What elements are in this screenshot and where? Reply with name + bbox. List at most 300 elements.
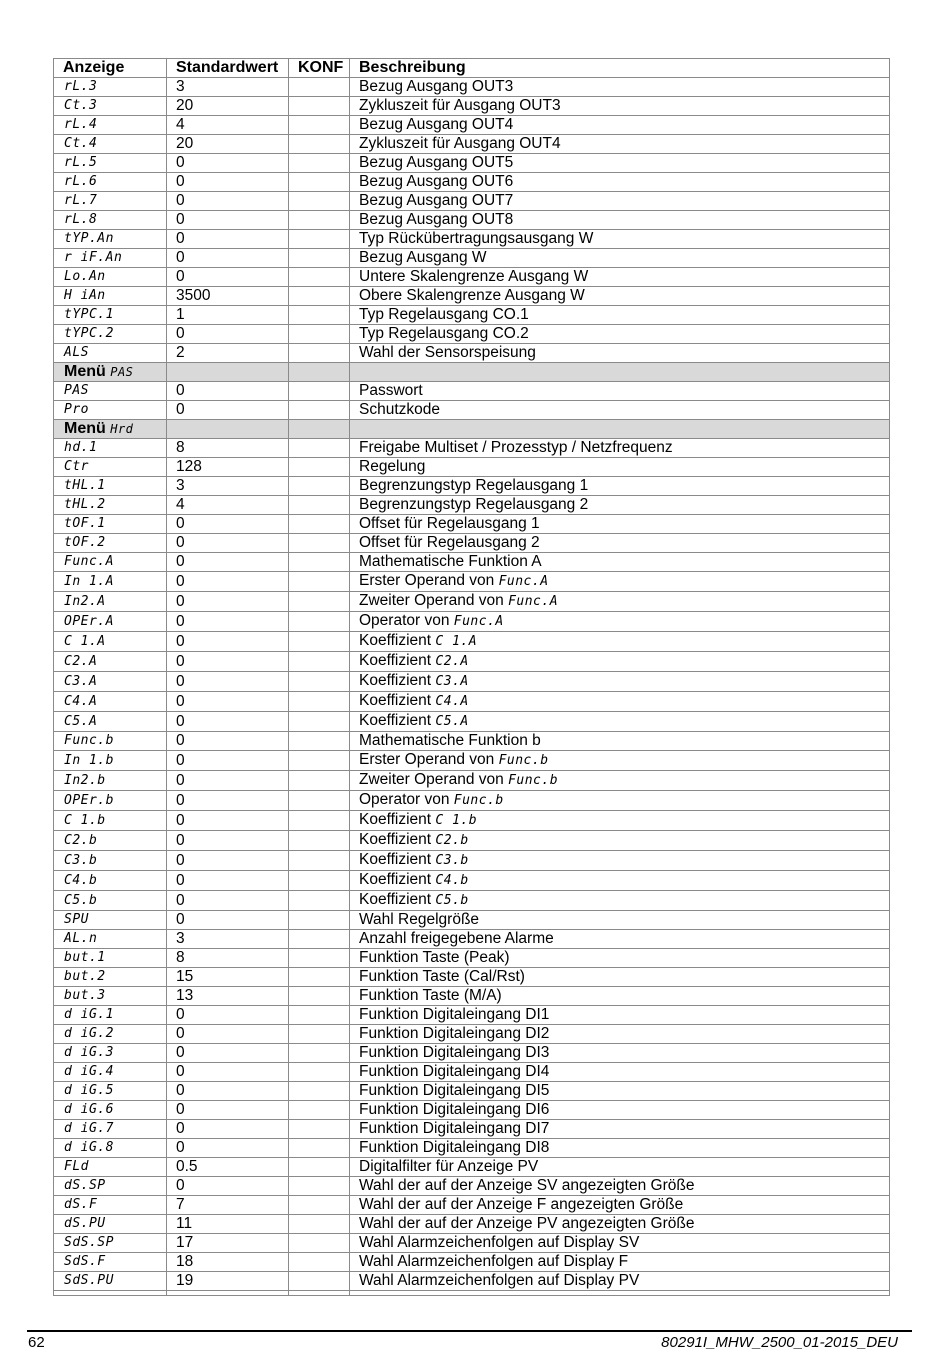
- cell-display-code: hd.1: [54, 439, 167, 458]
- cell-description: [350, 477, 890, 496]
- table-row: [54, 851, 890, 871]
- cell-konf: [289, 692, 350, 712]
- description-text: Bezug Ausgang OUT7: [359, 192, 514, 209]
- cell-display-code: Lo.An: [54, 268, 167, 287]
- cell-description: [350, 1082, 890, 1101]
- table-row: [54, 1234, 890, 1253]
- cell-default-value: 3: [167, 477, 289, 496]
- cell-konf: [289, 987, 350, 1006]
- cell-default-value: 0: [167, 1063, 289, 1082]
- cell-default-value: 0: [167, 534, 289, 553]
- cell-description: [350, 135, 890, 154]
- table-row: [54, 1120, 890, 1139]
- cell-display-code: d iG.4: [54, 1063, 167, 1082]
- description-code-ref: Func.b: [498, 753, 549, 768]
- cell-default-value: 0: [167, 230, 289, 249]
- cell-display-code: C5.A: [54, 712, 167, 732]
- cell-default-value: 0: [167, 811, 289, 831]
- cell-description: [350, 652, 890, 672]
- cell-description: [350, 553, 890, 572]
- cell-default-value: 128: [167, 458, 289, 477]
- description-text: Bezug Ausgang OUT3: [359, 78, 514, 95]
- table-row: [54, 1082, 890, 1101]
- description-code-ref: Func.A: [508, 594, 559, 609]
- description-text: Anzahl freigegebene Alarme: [359, 930, 554, 947]
- cell-description: [350, 1025, 890, 1044]
- table-row: [54, 192, 890, 211]
- description-code-ref: Func.b: [453, 793, 504, 808]
- empty-cell: [167, 1291, 289, 1296]
- cell-default-value: 0: [167, 1006, 289, 1025]
- description-text: Zweiter Operand von: [359, 592, 504, 609]
- cell-konf: [289, 911, 350, 930]
- column-header-anzeige: Anzeige: [54, 59, 167, 78]
- cell-default-value: 0: [167, 572, 289, 592]
- cell-default-value: 0: [167, 154, 289, 173]
- cell-default-value: 19: [167, 1272, 289, 1291]
- description-text: Bezug Ausgang OUT5: [359, 154, 514, 171]
- cell-description: [350, 751, 890, 771]
- cell-display-code: C3.A: [54, 672, 167, 692]
- description-text: Koeffizient: [359, 632, 432, 649]
- table-row: [54, 78, 890, 97]
- description-code-ref: C5.A: [435, 714, 469, 729]
- cell-description: [350, 116, 890, 135]
- description-text: Regelung: [359, 458, 426, 475]
- cell-description: [350, 534, 890, 553]
- cell-konf: [289, 230, 350, 249]
- cell-konf: [289, 1215, 350, 1234]
- table-row: [54, 344, 890, 363]
- cell-konf: [289, 930, 350, 949]
- cell-konf: [289, 1120, 350, 1139]
- cell-default-value: 0: [167, 771, 289, 791]
- empty-cell: [54, 1291, 167, 1296]
- table-row: [54, 732, 890, 751]
- cell-display-code: C5.b: [54, 891, 167, 911]
- cell-display-code: d iG.8: [54, 1139, 167, 1158]
- table-row: [54, 553, 890, 572]
- cell-display-code: rL.8: [54, 211, 167, 230]
- cell-default-value: 0: [167, 891, 289, 911]
- cell-konf: [289, 382, 350, 401]
- table-row: [54, 572, 890, 592]
- cell-default-value: 4: [167, 116, 289, 135]
- cell-display-code: Ct.4: [54, 135, 167, 154]
- section-row: [54, 420, 890, 439]
- cell-display-code: rL.6: [54, 173, 167, 192]
- column-header-beschreibung: Beschreibung: [350, 59, 890, 78]
- cell-konf: [289, 891, 350, 911]
- cell-display-code: dS.F: [54, 1196, 167, 1215]
- cell-display-code: rL.4: [54, 116, 167, 135]
- table-row: [54, 949, 890, 968]
- description-code-ref: C3.b: [435, 853, 469, 868]
- table-row: [54, 1101, 890, 1120]
- cell-description: [350, 78, 890, 97]
- cell-konf: [289, 632, 350, 652]
- table-row: [54, 287, 890, 306]
- table-row: [54, 306, 890, 325]
- cell-display-code: OPEr.A: [54, 612, 167, 632]
- cell-display-code: Func.A: [54, 553, 167, 572]
- cell-default-value: 0: [167, 871, 289, 891]
- cell-default-value: 0: [167, 1139, 289, 1158]
- description-text: Koeffizient: [359, 811, 432, 828]
- description-text: Operator von: [359, 612, 450, 629]
- cell-default-value: 20: [167, 135, 289, 154]
- cell-display-code: tYP.An: [54, 230, 167, 249]
- cell-default-value: 0: [167, 732, 289, 751]
- cell-description: [350, 211, 890, 230]
- table-row: [54, 1006, 890, 1025]
- table-row: [54, 592, 890, 612]
- cell-description: [350, 712, 890, 732]
- cell-description: [350, 458, 890, 477]
- cell-description: [350, 968, 890, 987]
- cell-default-value: 0: [167, 1101, 289, 1120]
- cell-display-code: SdS.PU: [54, 1272, 167, 1291]
- description-code-ref: Func.b: [508, 773, 559, 788]
- cell-description: [350, 1234, 890, 1253]
- description-text: Zykluszeit für Ausgang OUT3: [359, 97, 561, 114]
- cell-konf: [289, 791, 350, 811]
- cell-display-code: but.1: [54, 949, 167, 968]
- description-code-ref: C 1.b: [435, 813, 478, 828]
- cell-display-code: tHL.2: [54, 496, 167, 515]
- section-label: Menü: [64, 363, 106, 380]
- cell-display-code: C2.b: [54, 831, 167, 851]
- cell-display-code: d iG.5: [54, 1082, 167, 1101]
- table-row: [54, 672, 890, 692]
- cell-konf: [289, 97, 350, 116]
- cell-description: [350, 1177, 890, 1196]
- description-text: Wahl der auf der Anzeige SV angezeigten Größe: [359, 1177, 695, 1194]
- cell-default-value: 0: [167, 911, 289, 930]
- cell-default-value: 18: [167, 1253, 289, 1272]
- cell-display-code: AL.n: [54, 930, 167, 949]
- description-text: Wahl der Sensorspeisung: [359, 344, 536, 361]
- cell-display-code: PAS: [54, 382, 167, 401]
- cell-display-code: tYPC.1: [54, 306, 167, 325]
- cell-display-code: SPU: [54, 911, 167, 930]
- cell-konf: [289, 325, 350, 344]
- description-text: Bezug Ausgang OUT8: [359, 211, 514, 228]
- table-row: [54, 692, 890, 712]
- cell-default-value: 8: [167, 439, 289, 458]
- cell-description: [350, 1101, 890, 1120]
- cell-default-value: 0: [167, 1177, 289, 1196]
- cell-konf: [289, 268, 350, 287]
- description-text: Untere Skalengrenze Ausgang W: [359, 268, 589, 285]
- cell-konf: [289, 751, 350, 771]
- cell-description: [350, 1253, 890, 1272]
- table-row: [54, 401, 890, 420]
- cell-description: [350, 268, 890, 287]
- description-text: Schutzkode: [359, 401, 440, 418]
- description-text: Zykluszeit für Ausgang OUT4: [359, 135, 561, 152]
- cell-description: [350, 672, 890, 692]
- cell-default-value: 0: [167, 851, 289, 871]
- cell-display-code: rL.5: [54, 154, 167, 173]
- table-row: [54, 154, 890, 173]
- cell-display-code: C4.b: [54, 871, 167, 891]
- cell-konf: [289, 1272, 350, 1291]
- description-text: Funktion Taste (Cal/Rst): [359, 968, 525, 985]
- cell-default-value: 0: [167, 672, 289, 692]
- table-row: [54, 1063, 890, 1082]
- cell-default-value: 0: [167, 173, 289, 192]
- cell-default-value: 8: [167, 949, 289, 968]
- cell-konf: [289, 344, 350, 363]
- description-text: Mathematische Funktion A: [359, 553, 542, 570]
- description-text: Wahl Alarmzeichenfolgen auf Display F: [359, 1253, 629, 1270]
- description-text: Funktion Digitaleingang DI1: [359, 1006, 550, 1023]
- cell-display-code: C3.b: [54, 851, 167, 871]
- cell-konf: [289, 871, 350, 891]
- table-row: [54, 891, 890, 911]
- cell-description: [350, 592, 890, 612]
- description-text: Funktion Taste (M/A): [359, 987, 502, 1004]
- description-code-ref: C2.b: [435, 833, 469, 848]
- table-row: [54, 477, 890, 496]
- cell-konf: [289, 496, 350, 515]
- cell-display-code: Ctr: [54, 458, 167, 477]
- table-row: [54, 930, 890, 949]
- cell-description: [350, 496, 890, 515]
- cell-konf: [289, 1196, 350, 1215]
- cell-description: [350, 1158, 890, 1177]
- cell-default-value: 0: [167, 382, 289, 401]
- cell-konf: [289, 811, 350, 831]
- cell-description: [350, 987, 890, 1006]
- empty-cell: [289, 420, 350, 439]
- cell-konf: [289, 439, 350, 458]
- cell-konf: [289, 458, 350, 477]
- description-text: Koeffizient: [359, 831, 432, 848]
- cell-default-value: 13: [167, 987, 289, 1006]
- cell-konf: [289, 211, 350, 230]
- cell-konf: [289, 572, 350, 592]
- table-row: [54, 1044, 890, 1063]
- cell-display-code: tYPC.2: [54, 325, 167, 344]
- description-text: Offset für Regelausgang 1: [359, 515, 540, 532]
- table-row: [54, 1196, 890, 1215]
- cell-default-value: 0: [167, 192, 289, 211]
- description-text: Begrenzungstyp Regelausgang 1: [359, 477, 589, 494]
- description-text: Wahl Alarmzeichenfolgen auf Display SV: [359, 1234, 640, 1251]
- cell-default-value: 0: [167, 249, 289, 268]
- table-row: [54, 1177, 890, 1196]
- empty-cell: [350, 420, 890, 439]
- table-row: [54, 515, 890, 534]
- cell-display-code: SdS.SP: [54, 1234, 167, 1253]
- table-row: [54, 612, 890, 632]
- column-header-standardwert: Standardwert: [167, 59, 289, 78]
- description-text: Begrenzungstyp Regelausgang 2: [359, 496, 589, 513]
- cell-description: [350, 811, 890, 831]
- cell-display-code: dS.PU: [54, 1215, 167, 1234]
- table-row: [54, 771, 890, 791]
- cell-default-value: 0: [167, 1044, 289, 1063]
- cell-konf: [289, 1139, 350, 1158]
- table-row: [54, 751, 890, 771]
- cell-display-code: SdS.F: [54, 1253, 167, 1272]
- description-text: Funktion Digitaleingang DI8: [359, 1139, 550, 1156]
- description-text: Funktion Taste (Peak): [359, 949, 510, 966]
- cell-konf: [289, 1006, 350, 1025]
- table-row: [54, 1025, 890, 1044]
- description-text: Koeffizient: [359, 871, 432, 888]
- table-row: [54, 496, 890, 515]
- cell-display-code: In2.A: [54, 592, 167, 612]
- cell-description: [350, 382, 890, 401]
- description-code-ref: C3.A: [435, 674, 469, 689]
- description-text: Funktion Digitaleingang DI7: [359, 1120, 550, 1137]
- cell-default-value: 0: [167, 632, 289, 652]
- cell-konf: [289, 1177, 350, 1196]
- description-text: Wahl Alarmzeichenfolgen auf Display PV: [359, 1272, 640, 1289]
- cell-description: [350, 249, 890, 268]
- section-code: Hrd: [110, 422, 134, 436]
- cell-description: [350, 612, 890, 632]
- cell-display-code: ALS: [54, 344, 167, 363]
- empty-cell: [350, 1291, 890, 1296]
- table-row: [54, 458, 890, 477]
- cell-description: [350, 949, 890, 968]
- cell-default-value: 1: [167, 306, 289, 325]
- cell-display-code: but.2: [54, 968, 167, 987]
- cell-konf: [289, 116, 350, 135]
- table-row: [54, 632, 890, 652]
- cell-default-value: 0: [167, 652, 289, 672]
- cell-default-value: 0: [167, 1120, 289, 1139]
- cell-default-value: 0: [167, 211, 289, 230]
- cell-konf: [289, 401, 350, 420]
- section-title: [54, 363, 167, 382]
- empty-cell: [289, 1291, 350, 1296]
- table-row: [54, 968, 890, 987]
- table-body: [54, 78, 890, 1296]
- cell-display-code: Pro: [54, 401, 167, 420]
- cell-konf: [289, 154, 350, 173]
- section-label: Menü: [64, 420, 106, 437]
- description-text: Funktion Digitaleingang DI4: [359, 1063, 550, 1080]
- description-code-ref: Func.A: [453, 614, 504, 629]
- cell-konf: [289, 1234, 350, 1253]
- cell-konf: [289, 306, 350, 325]
- description-text: Typ Regelausgang CO.2: [359, 325, 529, 342]
- cell-description: [350, 791, 890, 811]
- description-text: Bezug Ausgang W: [359, 249, 487, 266]
- cell-description: [350, 771, 890, 791]
- cell-description: [350, 287, 890, 306]
- cell-display-code: C 1.b: [54, 811, 167, 831]
- cell-description: [350, 515, 890, 534]
- cell-konf: [289, 1063, 350, 1082]
- description-text: Funktion Digitaleingang DI2: [359, 1025, 550, 1042]
- description-code-ref: C2.A: [435, 654, 469, 669]
- cell-konf: [289, 515, 350, 534]
- table-row: [54, 230, 890, 249]
- cell-konf: [289, 1101, 350, 1120]
- cell-konf: [289, 592, 350, 612]
- cell-display-code: Func.b: [54, 732, 167, 751]
- cell-konf: [289, 1158, 350, 1177]
- cell-description: [350, 851, 890, 871]
- cell-konf: [289, 732, 350, 751]
- cell-konf: [289, 1044, 350, 1063]
- cell-display-code: In2.b: [54, 771, 167, 791]
- cell-konf: [289, 553, 350, 572]
- description-text: Typ Rückübertragungsausgang W: [359, 230, 594, 247]
- description-text: Wahl der auf der Anzeige F angezeigten Größe: [359, 1196, 684, 1213]
- description-text: Koeffizient: [359, 652, 432, 669]
- cell-description: [350, 230, 890, 249]
- cell-default-value: 0: [167, 401, 289, 420]
- cell-display-code: tHL.1: [54, 477, 167, 496]
- description-text: Bezug Ausgang OUT4: [359, 116, 514, 133]
- cell-description: [350, 1063, 890, 1082]
- cell-default-value: 4: [167, 496, 289, 515]
- cell-konf: [289, 173, 350, 192]
- description-text: Zweiter Operand von: [359, 771, 504, 788]
- table-row: [54, 1139, 890, 1158]
- cell-description: [350, 831, 890, 851]
- description-code-ref: Func.A: [498, 574, 549, 589]
- description-text: Bezug Ausgang OUT6: [359, 173, 514, 190]
- table-header-row: [54, 59, 890, 78]
- document-id: 80291I_MHW_2500_01-2015_DEU: [661, 1334, 898, 1351]
- cell-konf: [289, 287, 350, 306]
- cell-description: [350, 891, 890, 911]
- cell-display-code: tOF.2: [54, 534, 167, 553]
- table-row: [54, 811, 890, 831]
- cell-description: [350, 1272, 890, 1291]
- cell-display-code: C4.A: [54, 692, 167, 712]
- cell-description: [350, 1006, 890, 1025]
- cell-default-value: 0: [167, 553, 289, 572]
- cell-default-value: 0: [167, 751, 289, 771]
- cell-konf: [289, 672, 350, 692]
- description-text: Koeffizient: [359, 851, 432, 868]
- empty-cell: [350, 363, 890, 382]
- cell-display-code: rL.7: [54, 192, 167, 211]
- table-row: [54, 439, 890, 458]
- description-text: Erster Operand von: [359, 572, 495, 589]
- description-text: Operator von: [359, 791, 450, 808]
- cell-description: [350, 325, 890, 344]
- cell-konf: [289, 712, 350, 732]
- cell-display-code: d iG.1: [54, 1006, 167, 1025]
- cell-konf: [289, 78, 350, 97]
- table-row: [54, 97, 890, 116]
- description-code-ref: C5.b: [435, 893, 469, 908]
- cell-description: [350, 97, 890, 116]
- cell-default-value: 20: [167, 97, 289, 116]
- table-row: [54, 268, 890, 287]
- cell-konf: [289, 851, 350, 871]
- cell-konf: [289, 652, 350, 672]
- table-row: [54, 987, 890, 1006]
- table-row: [54, 534, 890, 553]
- cell-konf: [289, 612, 350, 632]
- cell-display-code: tOF.1: [54, 515, 167, 534]
- cell-default-value: 0: [167, 1025, 289, 1044]
- page-number: 62: [28, 1334, 45, 1351]
- cell-default-value: 0: [167, 1082, 289, 1101]
- cell-default-value: 0: [167, 831, 289, 851]
